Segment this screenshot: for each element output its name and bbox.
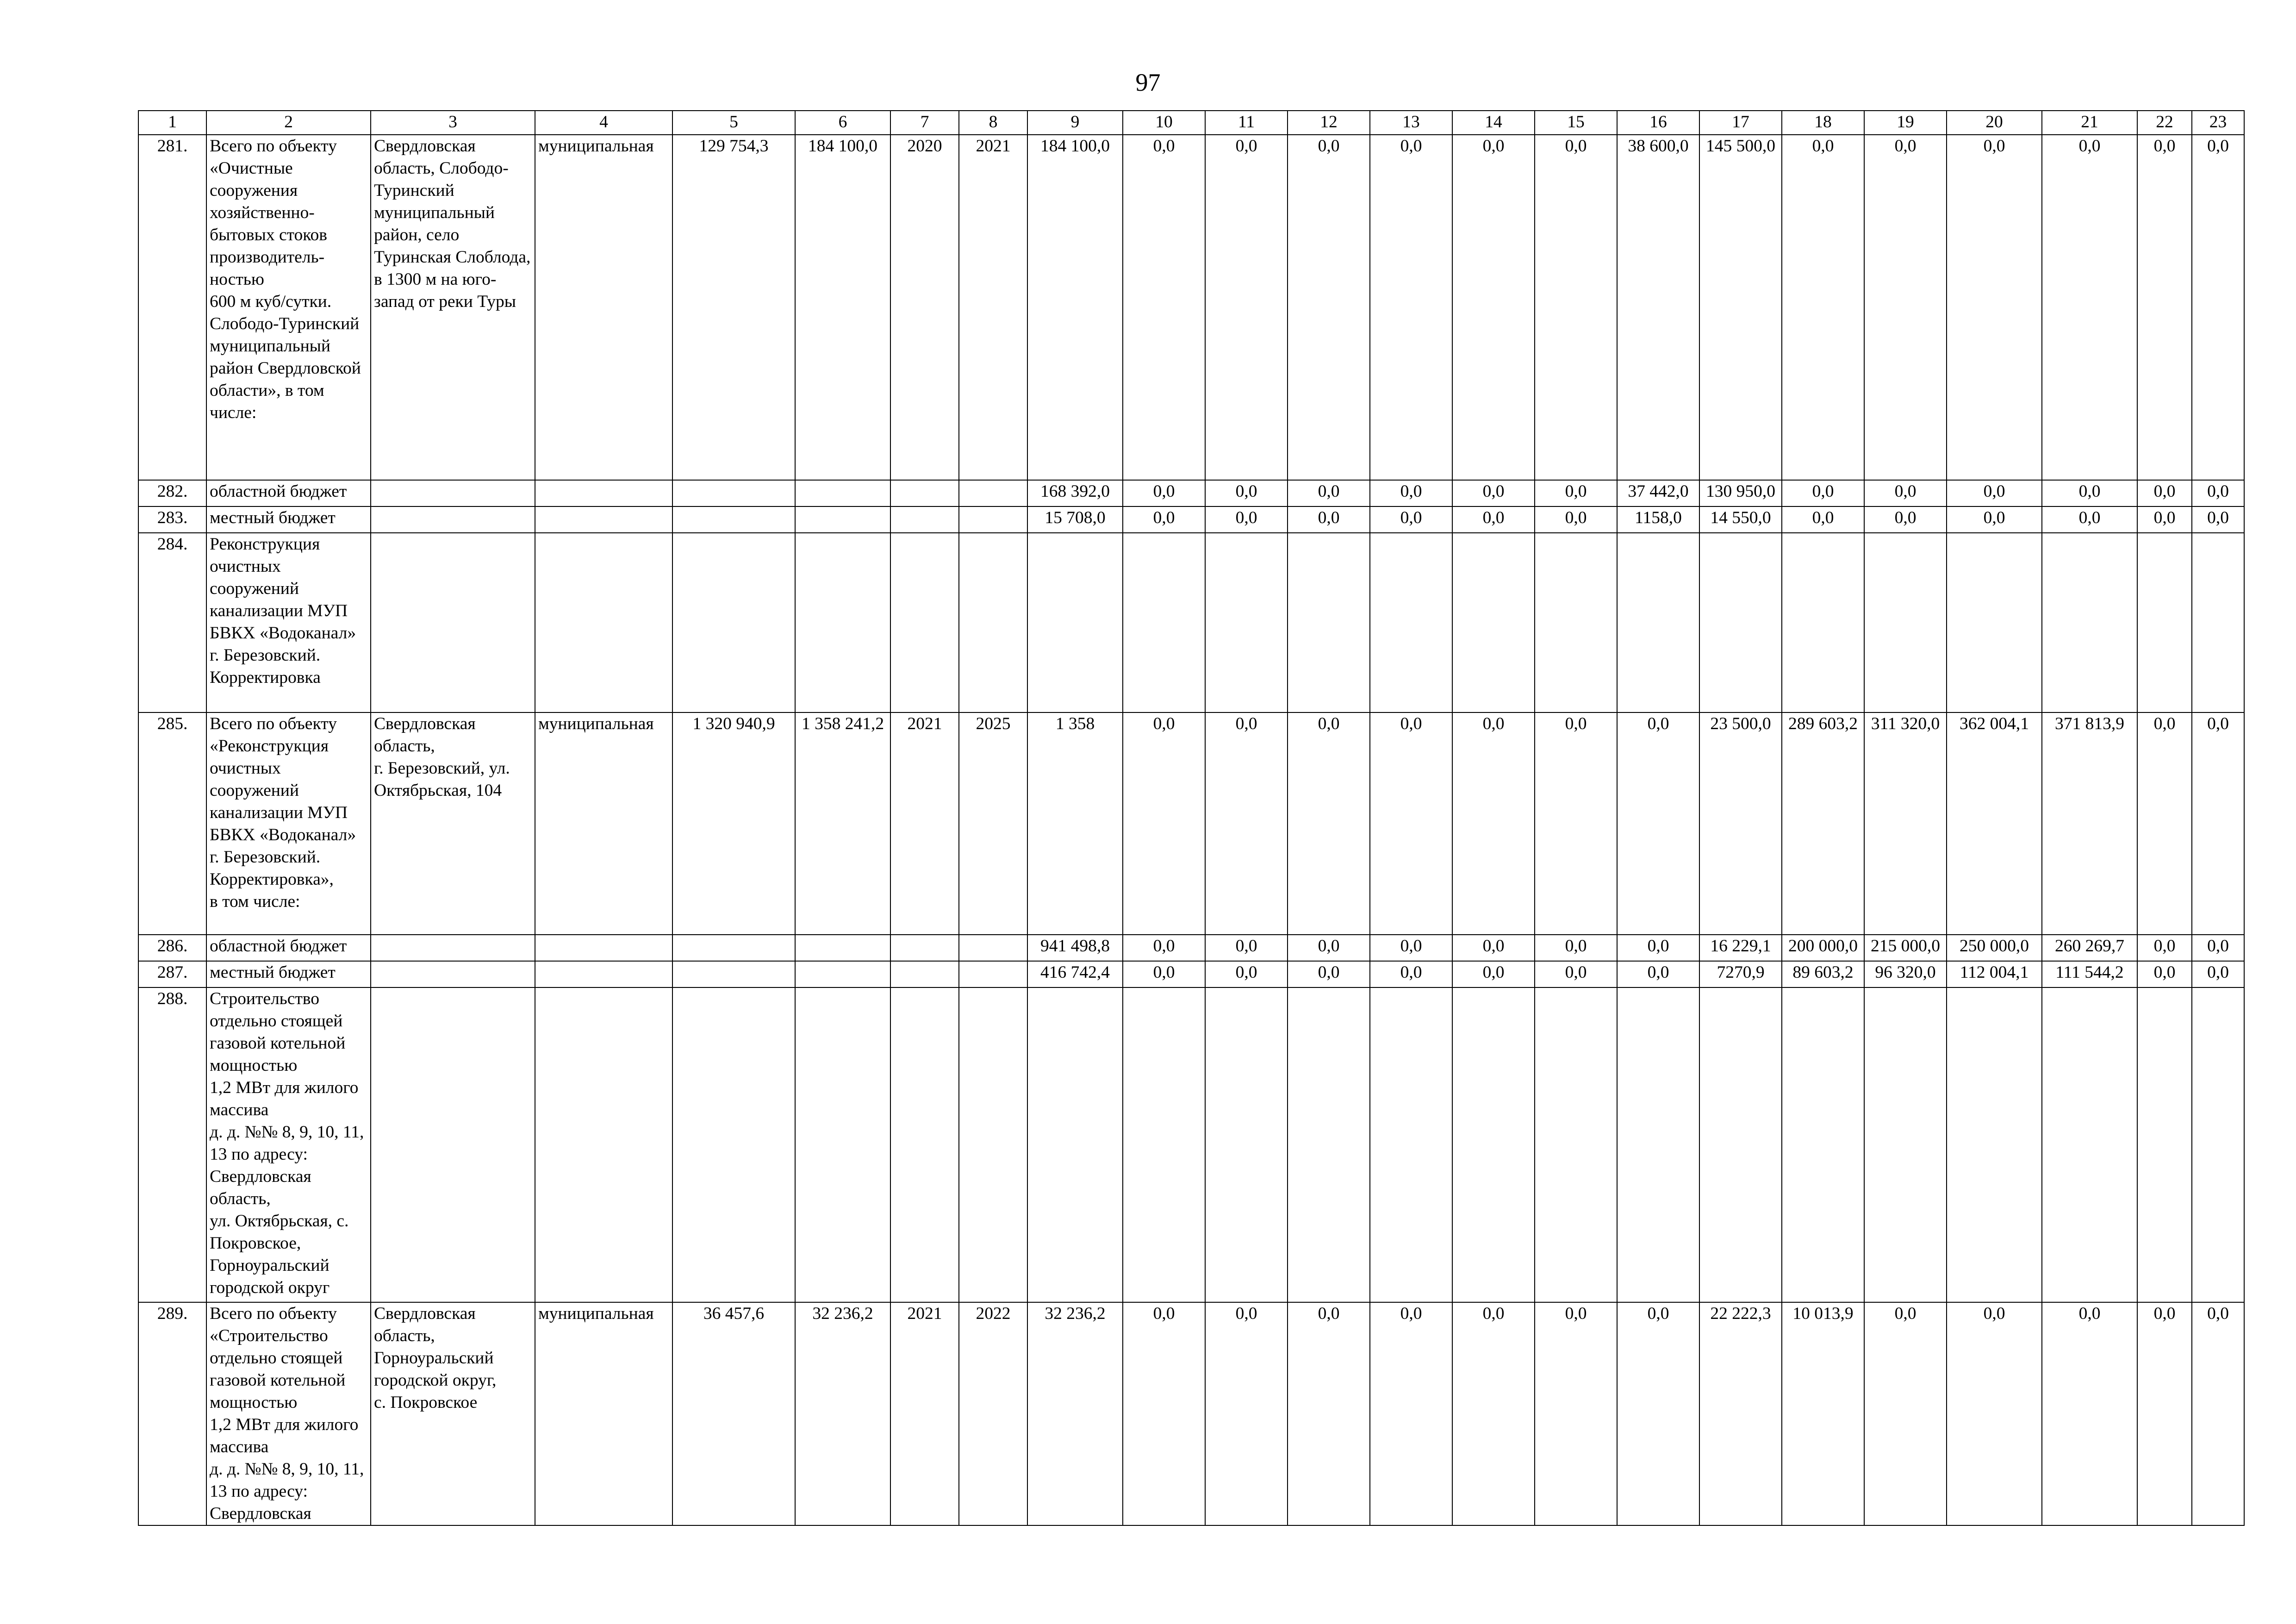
column-number: 14	[1452, 111, 1535, 135]
table-cell: 38 600,0	[1617, 135, 1699, 480]
table-cell	[1535, 987, 1617, 1302]
table-cell	[672, 987, 795, 1302]
table-cell: 0,0	[1370, 1302, 1452, 1525]
table-cell: 0,0	[1452, 712, 1535, 935]
table-cell: местный бюджет	[206, 961, 371, 987]
column-number: 5	[672, 111, 795, 135]
table-cell: 0,0	[1535, 712, 1617, 935]
table-cell	[672, 935, 795, 961]
column-number: 15	[1535, 111, 1617, 135]
table-cell: Свердловская область, Слободо-Туринский муниципальный район, село Туринская Слоблода, в 1300 м на юго-запад от реки Туры	[371, 135, 535, 480]
table-cell	[890, 480, 959, 506]
table-cell: 0,0	[1205, 135, 1288, 480]
table-cell: 2021	[890, 1302, 959, 1525]
table-cell: 250 000,0	[1947, 935, 2042, 961]
table-cell: Свердловская область, Горноуральский городской округ, с. Покровское	[371, 1302, 535, 1525]
table-cell: 0,0	[1452, 961, 1535, 987]
table-cell: 0,0	[1288, 1302, 1370, 1525]
table-cell	[1617, 987, 1699, 1302]
column-number: 11	[1205, 111, 1288, 135]
table-row	[138, 506, 2244, 533]
table-cell: 96 320,0	[1864, 961, 1947, 987]
table-cell: Свердловская область, г. Березовский, ул. Октябрьская, 104	[371, 712, 535, 935]
table-cell: 0,0	[1617, 961, 1699, 987]
column-number: 18	[1782, 111, 1864, 135]
table-cell: 0,0	[1617, 712, 1699, 935]
table-cell	[1452, 533, 1535, 712]
table-cell	[1782, 533, 1864, 712]
table-cell: 0,0	[1288, 712, 1370, 935]
table-cell	[795, 480, 890, 506]
table-cell: 0,0	[1205, 480, 1288, 506]
column-number: 4	[535, 111, 672, 135]
table-cell: 1158,0	[1617, 506, 1699, 533]
table-row	[138, 961, 2244, 987]
table-cell: 0,0	[2042, 135, 2137, 480]
table-row	[138, 1302, 2244, 1525]
table-cell: 2021	[890, 712, 959, 935]
table-cell: областной бюджет	[206, 935, 371, 961]
table-cell	[1452, 987, 1535, 1302]
table-cell: 2021	[959, 135, 1027, 480]
column-number: 7	[890, 111, 959, 135]
table-row	[138, 935, 2244, 961]
table-cell: 0,0	[1782, 480, 1864, 506]
column-number: 13	[1370, 111, 1452, 135]
column-number: 6	[795, 111, 890, 135]
table-cell	[1699, 533, 1782, 712]
table-cell	[959, 987, 1027, 1302]
table-cell: 0,0	[1782, 135, 1864, 480]
table-cell: 0,0	[1205, 935, 1288, 961]
row-number-cell: 289.	[138, 1302, 206, 1525]
table-cell: 7270,9	[1699, 961, 1782, 987]
table-cell: 1 320 940,9	[672, 712, 795, 935]
row-number-cell: 287.	[138, 961, 206, 987]
table-cell: 0,0	[1205, 1302, 1288, 1525]
table-cell: 0,0	[1370, 135, 1452, 480]
table-row	[138, 712, 2244, 935]
table-cell: 0,0	[1288, 961, 1370, 987]
table-cell: 0,0	[1123, 712, 1205, 935]
table-cell: 2022	[959, 1302, 1027, 1525]
table-cell	[795, 961, 890, 987]
table-cell: 0,0	[1535, 1302, 1617, 1525]
table-cell: 0,0	[1947, 1302, 2042, 1525]
row-number-cell: 284.	[138, 533, 206, 712]
table-cell	[1370, 533, 1452, 712]
row-number-cell: 283.	[138, 506, 206, 533]
table-cell	[1027, 533, 1123, 712]
table-cell: 0,0	[1205, 506, 1288, 533]
table-cell	[795, 506, 890, 533]
table-cell	[890, 533, 959, 712]
table-cell: Всего по объекту «Очистные сооружения хозяйственно-бытовых стоков производитель-ностью 600 м куб/сутки. Слободо-Туринский муниципальный район Свердловской области», в том числе:	[206, 135, 371, 480]
table-cell: 941 498,8	[1027, 935, 1123, 961]
table-cell: 1 358	[1027, 712, 1123, 935]
table-cell: Всего по объекту «Строительство отдельно стоящей газовой котельной мощностью 1,2 МВт для жилого массива д. д. №№ 8, 9, 10, 11, 13 по адресу: Свердловская	[206, 1302, 371, 1525]
table-cell: 0,0	[1370, 480, 1452, 506]
table-cell: 0,0	[1617, 1302, 1699, 1525]
table-cell	[371, 935, 535, 961]
table-cell: 0,0	[1288, 506, 1370, 533]
table-row	[138, 533, 2244, 712]
table-cell: 0,0	[1452, 480, 1535, 506]
page-number: 97	[1135, 69, 1161, 96]
table-cell: 1 358 241,2	[795, 712, 890, 935]
table-cell: 0,0	[1370, 712, 1452, 935]
table-cell: 0,0	[1123, 961, 1205, 987]
table-cell: 0,0	[2137, 712, 2192, 935]
table-cell: 416 742,4	[1027, 961, 1123, 987]
table-cell: 0,0	[1123, 1302, 1205, 1525]
table-cell: 0,0	[1370, 935, 1452, 961]
table-cell	[2137, 987, 2192, 1302]
column-number: 21	[2042, 111, 2137, 135]
table-cell: 0,0	[2137, 935, 2192, 961]
row-number-cell: 285.	[138, 712, 206, 935]
table-cell: муниципальная	[535, 135, 672, 480]
table-cell	[1947, 533, 2042, 712]
table-cell: 0,0	[1123, 935, 1205, 961]
table-cell: 0,0	[2042, 506, 2137, 533]
column-number-row	[138, 111, 2244, 135]
table-cell	[371, 533, 535, 712]
table-cell: 0,0	[1864, 480, 1947, 506]
table-cell: 0,0	[1452, 135, 1535, 480]
table-cell: 2020	[890, 135, 959, 480]
table-cell	[2042, 987, 2137, 1302]
row-number-cell: 282.	[138, 480, 206, 506]
table-cell: 0,0	[2192, 506, 2244, 533]
table-cell: 37 442,0	[1617, 480, 1699, 506]
table-cell: 89 603,2	[1782, 961, 1864, 987]
table-cell: 0,0	[2192, 1302, 2244, 1525]
table-cell	[1617, 533, 1699, 712]
table-cell	[535, 506, 672, 533]
table-cell: 15 708,0	[1027, 506, 1123, 533]
table-cell	[1123, 533, 1205, 712]
column-number: 2	[206, 111, 371, 135]
column-number: 23	[2192, 111, 2244, 135]
row-number-cell: 288.	[138, 987, 206, 1302]
table-cell: 0,0	[2192, 480, 2244, 506]
table-cell: 0,0	[1452, 935, 1535, 961]
table-cell	[795, 935, 890, 961]
table-cell	[535, 987, 672, 1302]
table-cell: 0,0	[1947, 506, 2042, 533]
column-number: 8	[959, 111, 1027, 135]
table-cell	[1370, 987, 1452, 1302]
table-cell: 32 236,2	[795, 1302, 890, 1525]
column-number: 12	[1288, 111, 1370, 135]
table-cell: 0,0	[2137, 480, 2192, 506]
table-cell	[959, 533, 1027, 712]
table-cell	[959, 480, 1027, 506]
table-cell: 129 754,3	[672, 135, 795, 480]
column-number: 10	[1123, 111, 1205, 135]
table-cell	[1288, 987, 1370, 1302]
table-cell: 0,0	[1535, 480, 1617, 506]
table-cell: 0,0	[2137, 506, 2192, 533]
table-cell	[795, 987, 890, 1302]
table-cell: 0,0	[2192, 961, 2244, 987]
table-cell: муниципальная	[535, 1302, 672, 1525]
table-cell: 0,0	[1370, 961, 1452, 987]
table-cell: 10 013,9	[1782, 1302, 1864, 1525]
column-number: 16	[1617, 111, 1699, 135]
table-cell: 184 100,0	[795, 135, 890, 480]
table-cell: 168 392,0	[1027, 480, 1123, 506]
table-cell	[1205, 533, 1288, 712]
table-cell: 311 320,0	[1864, 712, 1947, 935]
table-cell	[535, 480, 672, 506]
table-cell: 0,0	[1205, 961, 1288, 987]
table-cell	[672, 533, 795, 712]
table-cell	[890, 961, 959, 987]
table-cell: областной бюджет	[206, 480, 371, 506]
table-cell: 0,0	[1123, 506, 1205, 533]
table-cell	[1205, 987, 1288, 1302]
table-cell	[1947, 987, 2042, 1302]
table-cell: 0,0	[1452, 506, 1535, 533]
table-cell	[672, 506, 795, 533]
table-cell: местный бюджет	[206, 506, 371, 533]
table-cell	[1288, 533, 1370, 712]
table-cell: Всего по объекту «Реконструкция очистных сооружений канализации МУП БВКХ «Водоканал» г. Березовский. Корректировка», в том числе:	[206, 712, 371, 935]
column-number: 17	[1699, 111, 1782, 135]
table-cell: 0,0	[1782, 506, 1864, 533]
table-cell: 184 100,0	[1027, 135, 1123, 480]
table-cell: 145 500,0	[1699, 135, 1782, 480]
table-cell: 215 000,0	[1864, 935, 1947, 961]
table-cell	[2192, 987, 2244, 1302]
table-cell: 23 500,0	[1699, 712, 1782, 935]
table-cell	[535, 935, 672, 961]
investment-table	[138, 110, 2245, 1526]
table-cell: 16 229,1	[1699, 935, 1782, 961]
table-cell	[371, 506, 535, 533]
table-cell	[535, 533, 672, 712]
table-cell: 0,0	[2192, 135, 2244, 480]
table-row	[138, 135, 2244, 480]
table-cell: 0,0	[1370, 506, 1452, 533]
column-number: 19	[1864, 111, 1947, 135]
table-cell: 0,0	[1535, 935, 1617, 961]
column-number: 3	[371, 111, 535, 135]
table-cell: 0,0	[1288, 935, 1370, 961]
table-cell	[959, 935, 1027, 961]
table-cell: 0,0	[1617, 935, 1699, 961]
table-cell: 289 603,2	[1782, 712, 1864, 935]
table-cell	[672, 480, 795, 506]
table-cell: 32 236,2	[1027, 1302, 1123, 1525]
table-cell: 0,0	[2042, 480, 2137, 506]
table-cell: Реконструкция очистных сооружений канализации МУП БВКХ «Водоканал» г. Березовский. Корректировка	[206, 533, 371, 712]
table-cell: 130 950,0	[1699, 480, 1782, 506]
table-body	[138, 111, 2244, 1525]
table-cell	[1782, 987, 1864, 1302]
table-cell	[890, 987, 959, 1302]
table-cell: 0,0	[2042, 1302, 2137, 1525]
table-cell	[959, 506, 1027, 533]
table-cell: 0,0	[1535, 961, 1617, 987]
table-cell: 0,0	[2192, 712, 2244, 935]
table-cell: 0,0	[1535, 135, 1617, 480]
table-cell: 112 004,1	[1947, 961, 2042, 987]
table-cell: Строительство отдельно стоящей газовой котельной мощностью 1,2 МВт для жилого массива д. д. №№ 8, 9, 10, 11, 13 по адресу: Свердловская область, ул. Октябрьская, с. Покровское, Горноуральский городской округ	[206, 987, 371, 1302]
table-cell	[371, 987, 535, 1302]
table-cell	[890, 506, 959, 533]
table-cell	[2192, 533, 2244, 712]
table-cell: 0,0	[1452, 1302, 1535, 1525]
table-cell	[795, 533, 890, 712]
table-cell	[535, 961, 672, 987]
table-cell: муниципальная	[535, 712, 672, 935]
column-number: 22	[2137, 111, 2192, 135]
table-cell	[1123, 987, 1205, 1302]
table-cell: 111 544,2	[2042, 961, 2137, 987]
table-cell: 0,0	[1123, 480, 1205, 506]
row-number-cell: 281.	[138, 135, 206, 480]
column-number: 9	[1027, 111, 1123, 135]
table-cell: 260 269,7	[2042, 935, 2137, 961]
table-cell: 0,0	[1288, 480, 1370, 506]
table-row	[138, 987, 2244, 1302]
table-cell: 14 550,0	[1699, 506, 1782, 533]
table-cell: 0,0	[1535, 506, 1617, 533]
table-cell	[959, 961, 1027, 987]
table-cell: 0,0	[1123, 135, 1205, 480]
table-cell: 200 000,0	[1782, 935, 1864, 961]
table-cell: 0,0	[2192, 935, 2244, 961]
table-cell: 0,0	[1205, 712, 1288, 935]
table-cell: 36 457,6	[672, 1302, 795, 1525]
table-cell	[672, 961, 795, 987]
table-cell: 0,0	[1864, 135, 1947, 480]
table-row	[138, 480, 2244, 506]
table-cell	[1864, 987, 1947, 1302]
table-cell	[1027, 987, 1123, 1302]
table-cell: 0,0	[1864, 1302, 1947, 1525]
table-cell: 0,0	[2137, 961, 2192, 987]
table-cell: 362 004,1	[1947, 712, 2042, 935]
table-cell: 0,0	[1288, 135, 1370, 480]
table-cell: 371 813,9	[2042, 712, 2137, 935]
table-cell: 0,0	[1864, 506, 1947, 533]
table-cell	[2042, 533, 2137, 712]
table-cell: 0,0	[1947, 480, 2042, 506]
row-number-cell: 286.	[138, 935, 206, 961]
column-number: 20	[1947, 111, 2042, 135]
table-cell: 0,0	[2137, 135, 2192, 480]
table-cell	[890, 935, 959, 961]
table-cell	[1535, 533, 1617, 712]
table-cell: 2025	[959, 712, 1027, 935]
table-cell	[2137, 533, 2192, 712]
table-cell	[371, 961, 535, 987]
table-cell	[1864, 533, 1947, 712]
table-cell: 0,0	[2137, 1302, 2192, 1525]
table-cell: 0,0	[1947, 135, 2042, 480]
table-cell	[1699, 987, 1782, 1302]
table-cell	[371, 480, 535, 506]
table-cell: 22 222,3	[1699, 1302, 1782, 1525]
column-number: 1	[138, 111, 206, 135]
